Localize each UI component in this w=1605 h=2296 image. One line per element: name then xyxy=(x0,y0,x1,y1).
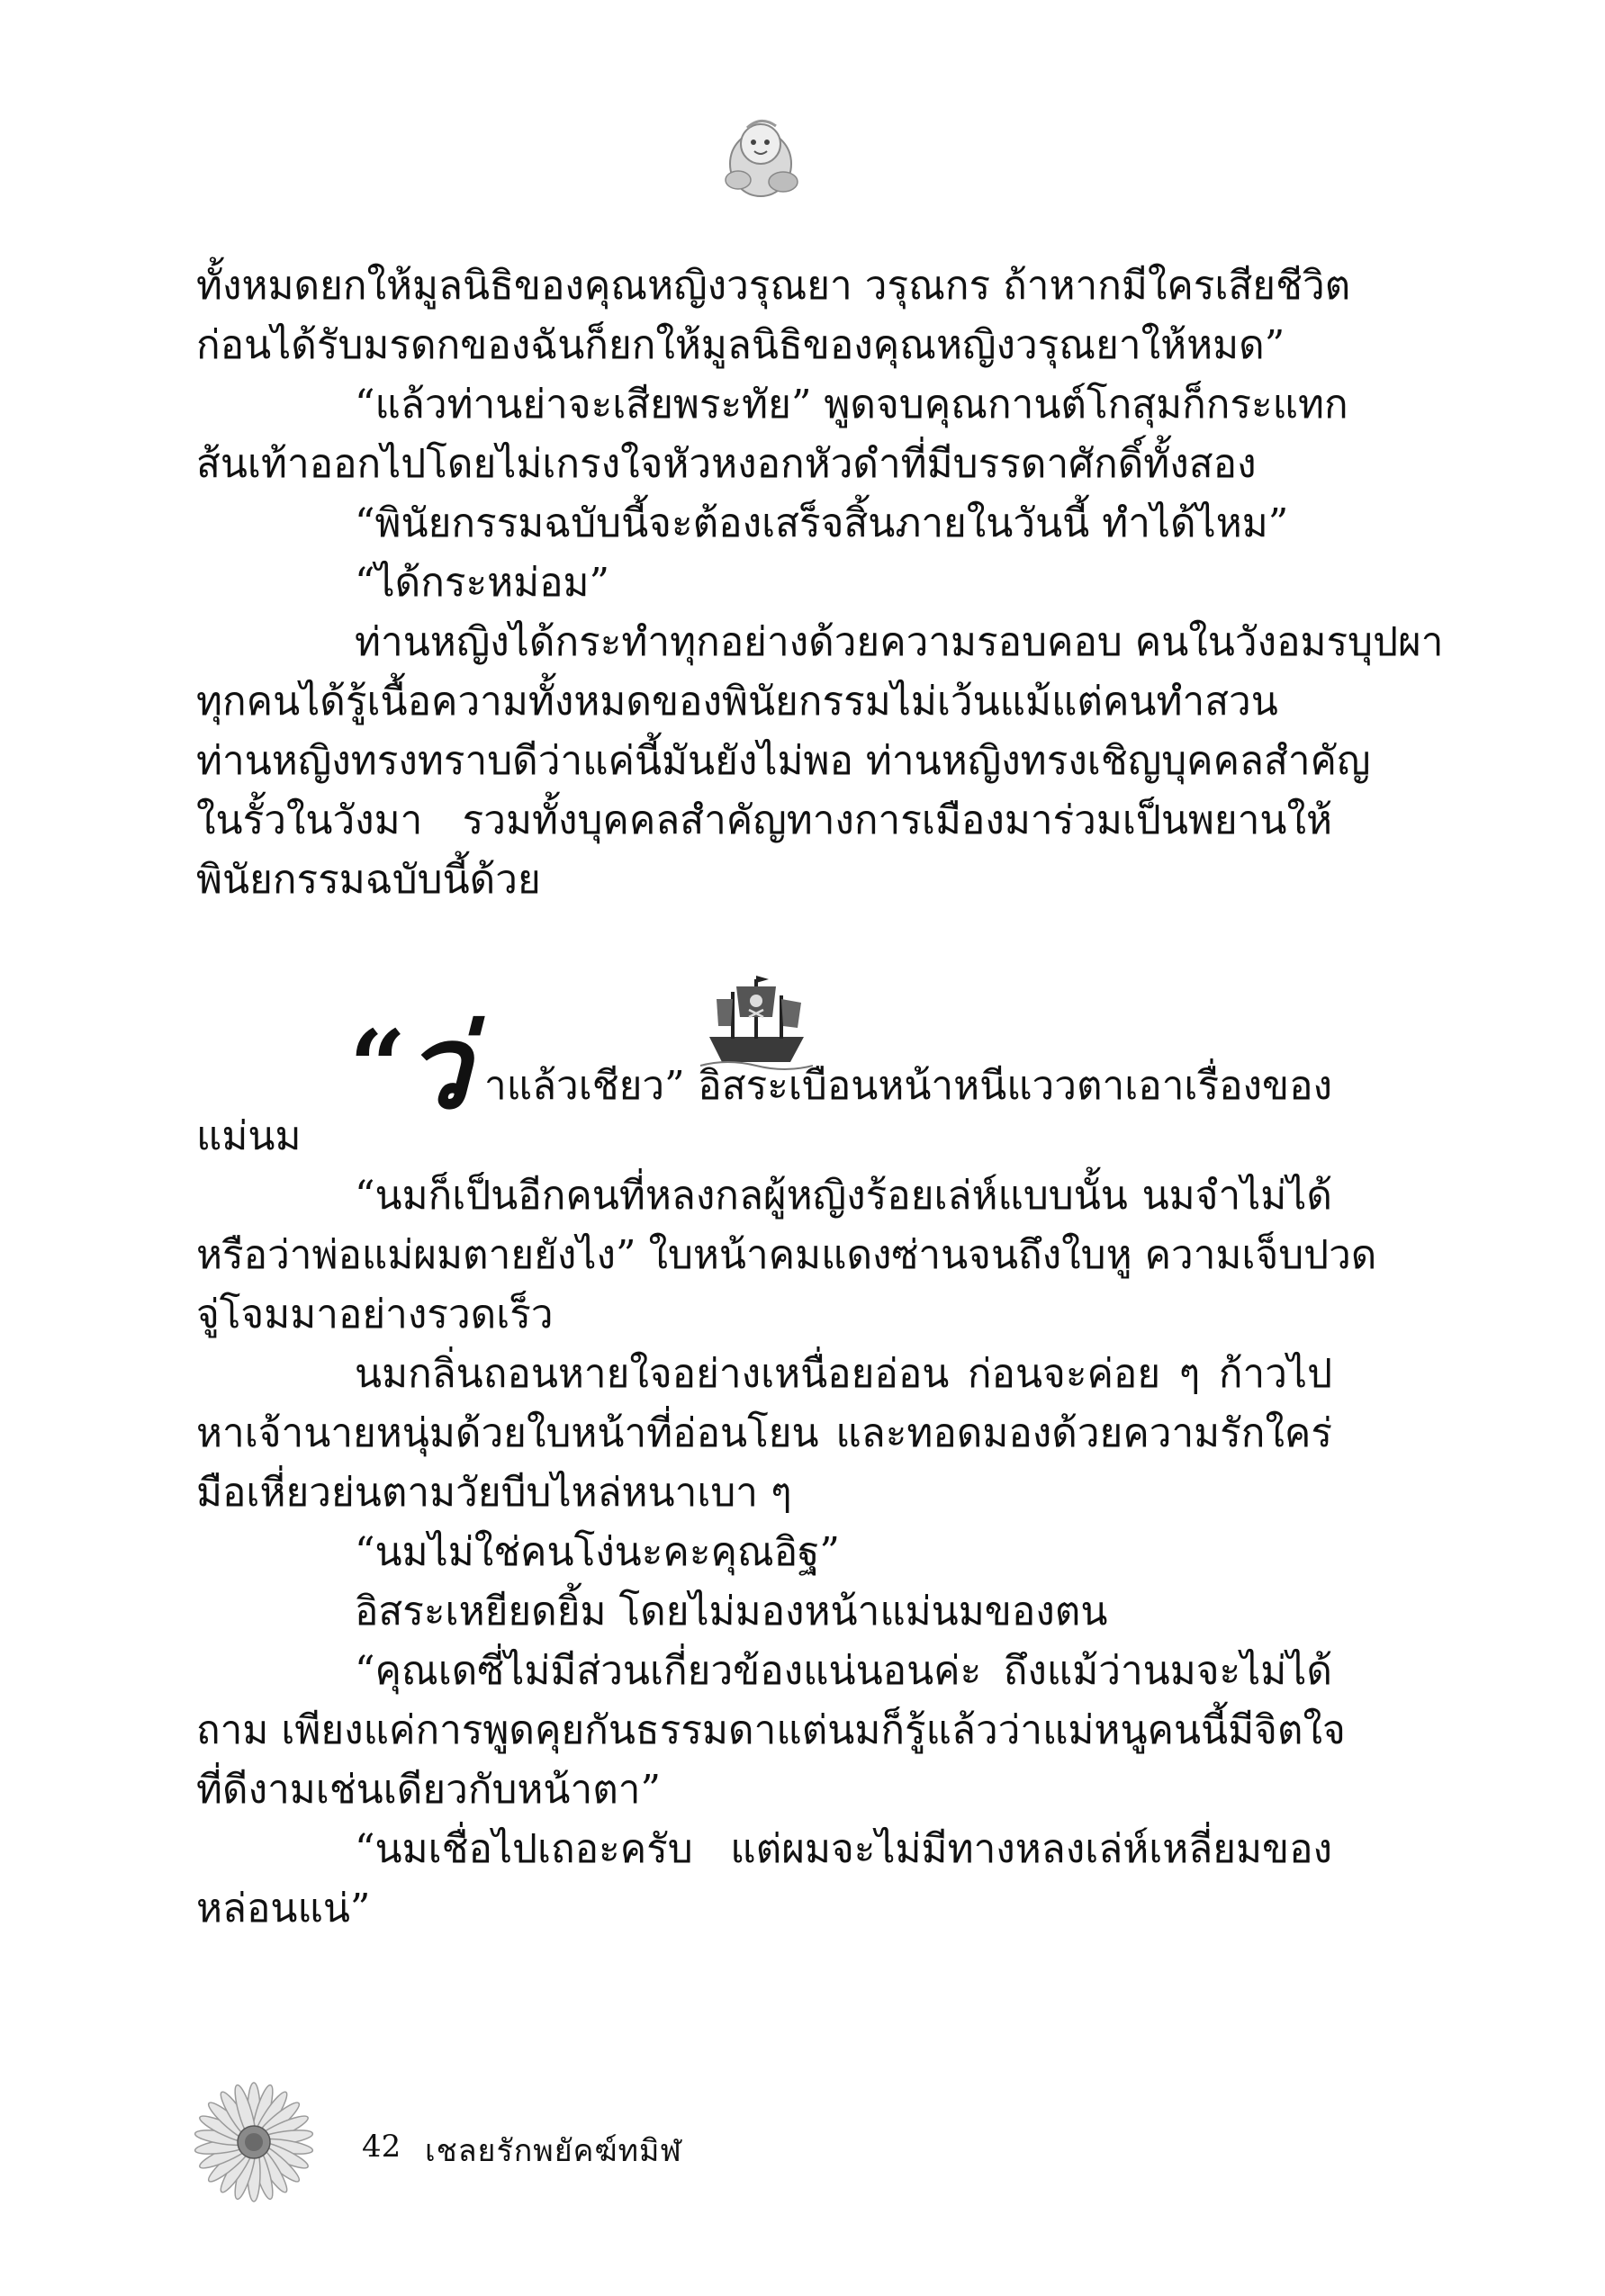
text-line: ทุกคนได้รู้เนื้อความทั้งหมดของพินัยกรรมไม่เว้นแม้แต่คนทำสวน xyxy=(196,679,1278,725)
daisy-flower-icon xyxy=(191,2079,317,2205)
text-line: “นมเชื่อไปเถอะครับ แต่ผมจะไม่มีทางหลงเล่ห์เหลี่ยมของ xyxy=(355,1826,1332,1872)
dropcap-letter: ว่ xyxy=(405,1000,470,1135)
text-line: หรือว่าพ่อแม่ผมตายยังไง” ใบหน้าคมแดงซ่านจนถึงใบหู ความเจ็บปวด xyxy=(196,1232,1377,1278)
dropcap-paragraph-opening xyxy=(196,1000,1332,1135)
text-line: มือเหี่ยวย่นตามวัยบีบไหล่หนาเบา ๆ xyxy=(196,1470,792,1516)
text-line: ถาม เพียงแค่การพูดคุยกันธรรมดาแต่นมก็รู้แล้วว่าแม่หนูคนนี้มีจิตใจ xyxy=(196,1707,1346,1753)
text-line: ท่านหญิงได้กระทำทุกอย่างด้วยความรอบคอบ คนในวังอมรบุปผา xyxy=(355,619,1444,665)
text-line: “พินัยกรรมฉบับนี้จะต้องเสร็จสิ้นภายในวันนี้ ทำได้ไหม” xyxy=(355,500,1289,546)
paragraph-block-upper xyxy=(196,257,1444,910)
text-line: แม่นม xyxy=(196,1113,302,1159)
text-line: อิสระเหยียดยิ้ม โดยไม่มองหน้าแม่นมของตน xyxy=(355,1589,1108,1634)
text-line: จู่โจมมาอย่างรวดเร็ว xyxy=(196,1292,554,1337)
text-line: นมกลิ่นถอนหายใจอย่างเหนื่อยอ่อน ก่อนจะค่อย ๆ ก้าวไป xyxy=(355,1351,1332,1397)
text-line: ส้นเท้าออกไปโดยไม่เกรงใจหัวหงอกหัวดำที่มีบรรดาศักดิ์ทั้งสอง xyxy=(196,441,1257,487)
page-number: 42 xyxy=(362,2129,401,2165)
text-line: “นมก็เป็นอีกคนที่หลงกลผู้หญิงร้อยเล่ห์แบบนั้น นมจำไม่ได้ xyxy=(355,1173,1332,1219)
text-line: ในรั้วในวังมา รวมทั้งบุคคลสำคัญทางการเมืองมาร่วมเป็นพยานให้ xyxy=(196,797,1332,843)
book-title: เชลยรักพยัคฆ์ทมิฬ xyxy=(425,2133,682,2169)
text-line: “แล้วท่านย่าจะเสียพระทัย” พูดจบคุณกานต์โกสุมก็กระแทก xyxy=(355,382,1348,428)
text-line: “ได้กระหม่อม” xyxy=(355,560,610,606)
text-line: ท่านหญิงทรงทราบดีว่าแค่นี้มันยังไม่พอ ท่านหญิงทรงเชิญบุคคลสำคัญ xyxy=(196,738,1371,784)
text-line: “นมไม่ใช่คนโง่นะคะคุณอิฐ” xyxy=(355,1529,840,1575)
text-line: “คุณเดซี่ไม่มีส่วนเกี่ยวข้องแน่นอนค่ะ ถึงแม้ว่านมจะไม่ได้ xyxy=(355,1648,1332,1694)
text-line: พินัยกรรมฉบับนี้ด้วย xyxy=(196,857,541,903)
page-footer xyxy=(191,2079,731,2232)
cartoon-character-icon xyxy=(711,110,810,207)
text-line: หล่อนแน่” xyxy=(196,1886,371,1931)
text-line: ทั้งหมดยกให้มูลนิธิของคุณหญิงวรุณยา วรุณกร ถ้าหากมีใครเสียชีวิต xyxy=(196,263,1351,309)
text-line: ที่ดีงามเช่นเดียวกับหน้าตา” xyxy=(196,1767,661,1813)
text-line: หาเจ้านายหนุ่มด้วยใบหน้าที่อ่อนโยน และทอดมองด้วยความรักใคร่ xyxy=(196,1410,1332,1456)
dropcap-quote-mark: “ xyxy=(349,1008,407,1124)
paragraph-block-lower xyxy=(196,1107,1377,1939)
text-line: ก่อนได้รับมรดกของฉันก็ยกให้มูลนิธิของคุณหญิงวรุณยาให้หมด” xyxy=(196,322,1285,368)
dropcap-line-text: าแล้วเชียว” อิสระเบือนหน้าหนีแววตาเอาเรื่องของ xyxy=(484,1063,1332,1109)
